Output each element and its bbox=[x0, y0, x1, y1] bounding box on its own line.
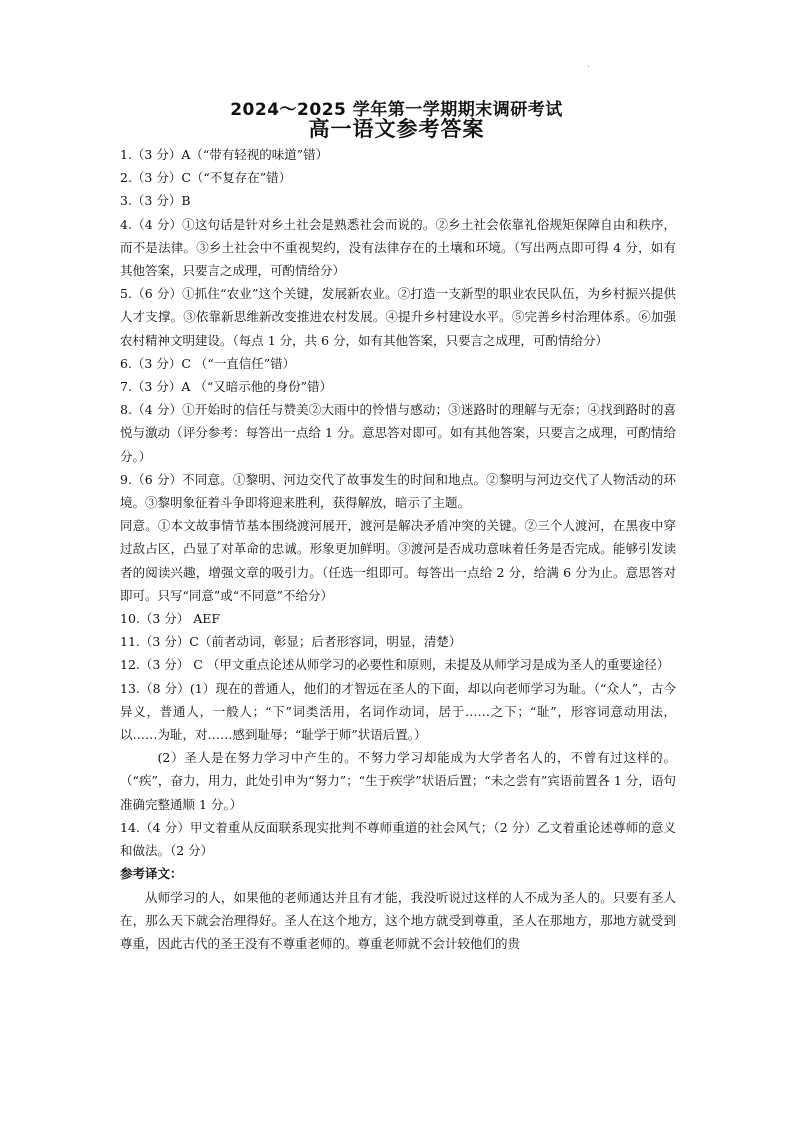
scan-speck bbox=[588, 66, 589, 67]
exam-title: 2024～2025 学年第一学期期末调研考试 bbox=[230, 100, 563, 120]
answer-3: 3.（3 分）B bbox=[120, 193, 191, 209]
answer-4: 4.（4 分）①这句话是针对乡土社会是熟悉社会而说的。②乡土社会依靠礼俗规矩保障自由和秩序，而不是法律。③乡土社会中不重视契约，没有法律存在的土壤和环境。（写出两点即可得 4 分，如有其他答案，只要言之成理，可酌情给分） bbox=[120, 216, 676, 279]
answer-12: 12.（3 分） C （甲文重点论述从师学习的必要性和原则，未提及从师学习是成为圣人的重要途径） bbox=[120, 657, 670, 673]
answer-2: 2.（3 分）C（“不复存在”错） bbox=[120, 170, 292, 186]
answer-13-part1: 13.（8 分）(1）现在的普通人，他们的才智远在圣人的下面，却以向老师学习为耻。（“众人”，古今异义，普通人，一般人；“下”词类活用，名词作动词，居于……之下；“耻”，形容词意动用法，以……为耻，对……感到耻辱；“耻学于师”状语后置。） bbox=[120, 680, 676, 743]
answer-1: 1.（3 分）A（“带有轻视的味道”错） bbox=[120, 147, 329, 162]
translation-paragraph: 从师学习的人，如果他的老师通达并且有才能，我没听说过这样的人不成为圣人的。只要有圣人在，那么天下就会治理得好。圣人在这个地方，这个地方就受到尊重，圣人在那地方，那地方就受到尊重，因此古代的圣王没有不尊重老师的。尊重老师就不会计较他们的贵 bbox=[120, 889, 676, 951]
answer-14: 14.（4 分）甲文着重从反面联系现实批判不尊师重道的社会风气；（2 分）乙文着重论述尊师的意义和做法。（2 分） bbox=[120, 819, 676, 859]
answer-8: 8.（4 分）①开始时的信任与赞美②大雨中的怜惜与感动；③迷路时的理解与无奈；④找到路时的喜悦与激动（评分参考：每答出一点给 1 分。意思答对即可。如有其他答案，只要言之成理，可酌情给分。） bbox=[120, 402, 676, 464]
answer-6: 6.（3 分）C （“一直信任”错） bbox=[120, 355, 296, 371]
answer-key-title: 高一语文参考答案 bbox=[308, 117, 485, 141]
answer-9-agree: 同意。①本文故事情节基本围绕渡河展开，渡河是解决矛盾冲突的关键。②三个人渡河，在黑夜中穿过敌占区，凸显了对革命的忠诚。形象更加鲜明。③渡河是否成功意味着任务是否完成。能够引发读者的阅读兴趣，增强文章的吸引力。（任选一组即可。每答出一点给 2 分，给满 6 分为止。意思答对即可。只写“同意”或“不同意”不给分） bbox=[120, 518, 676, 603]
answer-9-disagree: 9.（6 分）不同意。①黎明、河边交代了故事发生的时间和地点。②黎明与河边交代了人物活动的环境。③黎明象征着斗争即将迎来胜利，获得解放，暗示了主题。 bbox=[120, 471, 676, 511]
answer-7: 7.（3 分）A （“又暗示他的身份”错） bbox=[120, 379, 333, 395]
answer-5: 5.（6 分）①抓住“农业”这个关键，发展新农业。②打造一支新型的职业农民队伍，为乡村振兴提供人才支撑。③依靠新思维新改变推进农村发展。④提升乡村建设水平。⑤完善乡村治理体系。⑥加强农村精神文明建设。（每点 1 分，共 6 分，如有其他答案，只要言之成理，可酌情给分） bbox=[120, 286, 676, 348]
answer-10: 10.（3 分） AEF bbox=[120, 611, 221, 627]
answer-13-part2: (2）圣人是在努力学习中产生的。不努力学习却能成为大学者名人的，不曾有过这样的。（“疾”，奋力，用力，此处引申为“努力”；“生于疾学”状语后置；“未之尝有”宾语前置各 1 分，语句准确完整通顺 1 分。） bbox=[120, 750, 676, 812]
answer-content bbox=[120, 143, 676, 955]
answer-11: 11.（3 分）C（前者动词，彰显；后者形容词，明显，清楚） bbox=[120, 634, 462, 650]
translation-heading: 参考译文： bbox=[120, 866, 183, 882]
